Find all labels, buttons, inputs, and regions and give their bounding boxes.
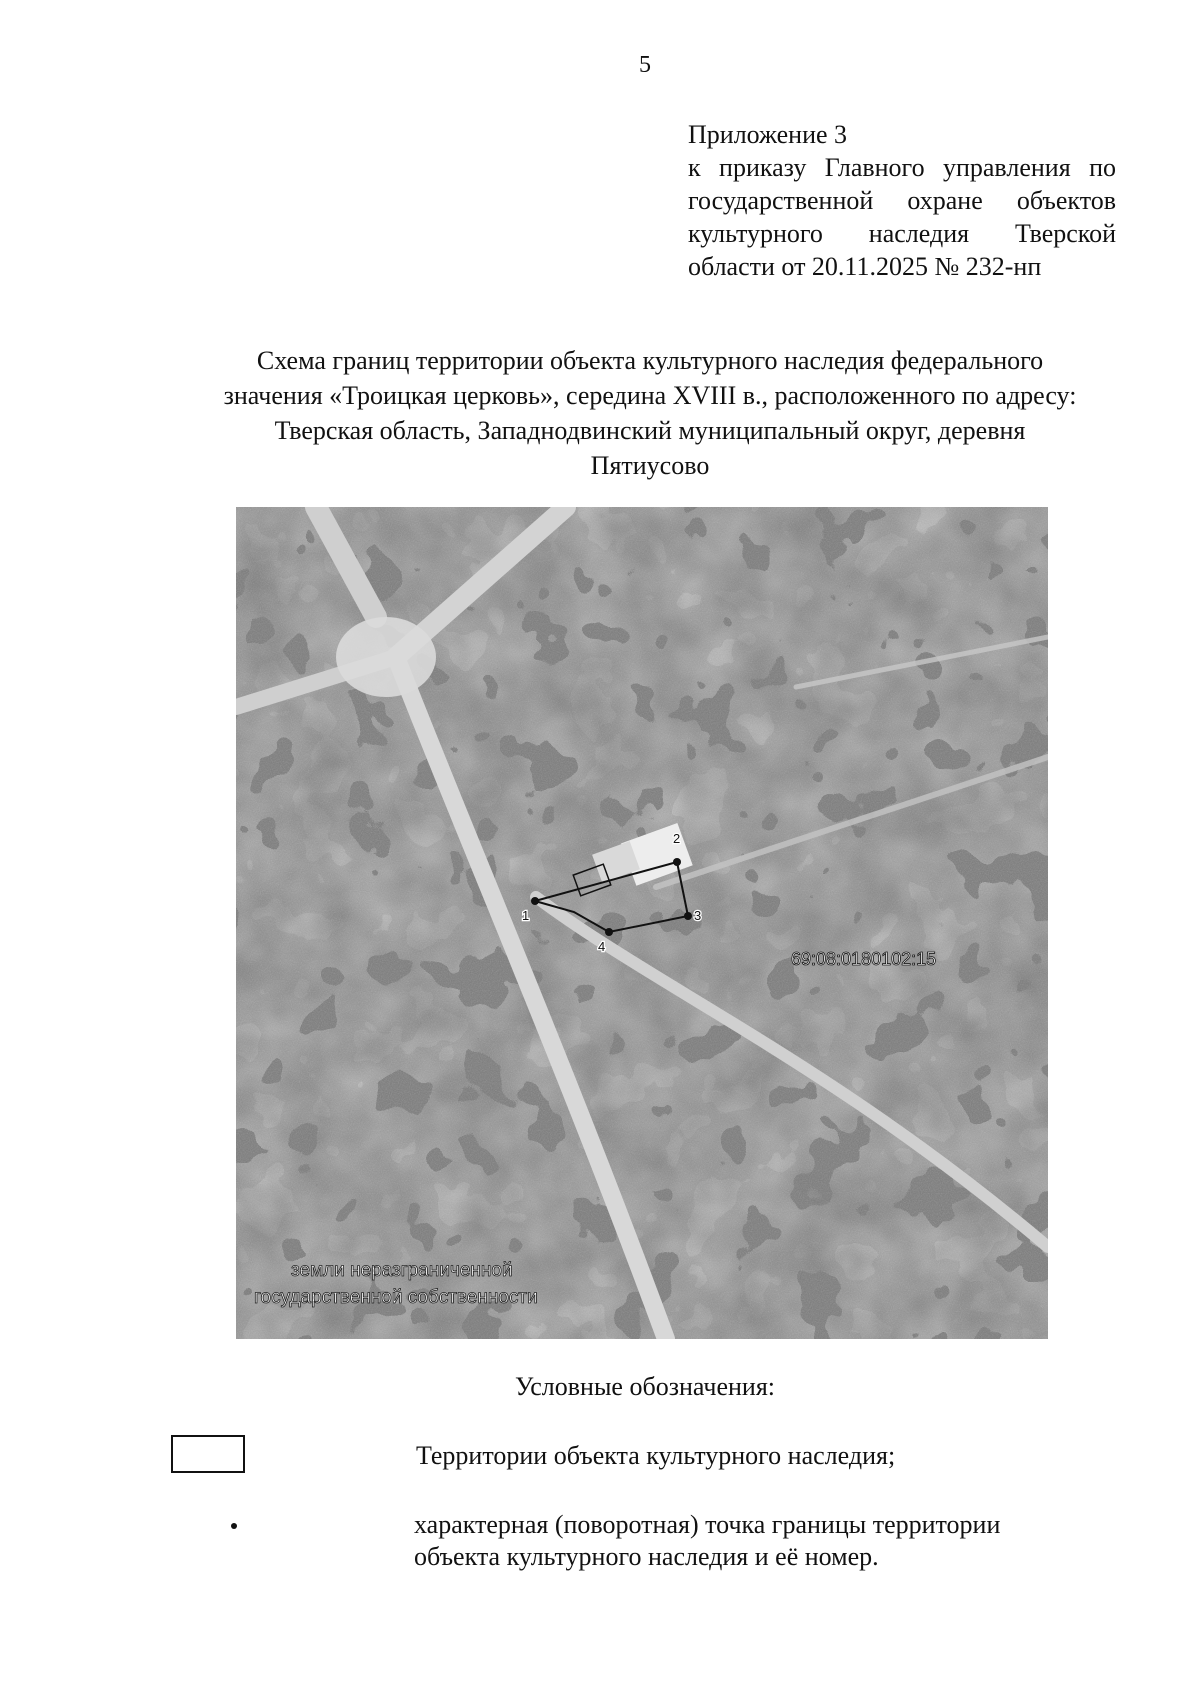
- page-number: 5: [639, 52, 651, 78]
- cadastral-number-label: 69:08:0180102:15: [791, 949, 937, 969]
- point-3: [684, 912, 692, 920]
- point-label-3: 3: [694, 908, 702, 923]
- legend-territory-text: Территории объекта культурного наследия;: [416, 1441, 896, 1470]
- territory-legend-symbol: [171, 1435, 245, 1473]
- satellite-map: [236, 507, 1048, 1339]
- point-2: [673, 858, 681, 866]
- appendix-block: [688, 118, 1116, 283]
- title-line: Схема границ территории объекта культурного наследия федерального: [256, 346, 1044, 375]
- point-4: [605, 928, 613, 936]
- legend-point-line: характерная (поворотная) точка границы территории: [414, 1510, 1001, 1539]
- appendix-line: области от 20.11.2025 № 232-нп: [688, 252, 1042, 281]
- point-label-4: 4: [598, 939, 606, 954]
- title-line: значения «Троицкая церковь», середина XVIII в., расположенного по адресу:: [223, 381, 1077, 410]
- crossroad: [336, 617, 436, 697]
- point-legend-symbol: [231, 1523, 237, 1529]
- point-1: [531, 897, 539, 905]
- appendix-line: Приложение 3: [688, 120, 848, 149]
- legend-point-line: объекта культурного наследия и её номер.: [414, 1542, 879, 1571]
- title-line: Тверская область, Западнодвинский муниципальный округ, деревня: [274, 416, 1026, 445]
- point-label-2: 2: [673, 831, 681, 846]
- title-line: Пятиусово: [590, 451, 710, 480]
- land-label-line1: земли неразграниченной: [291, 1260, 513, 1281]
- appendix-line: государственной охране объектов: [688, 186, 1116, 215]
- land-label-line2: государственной собственности: [254, 1287, 538, 1308]
- legend-title: Условные обозначения:: [514, 1372, 776, 1401]
- appendix-line: к приказу Главного управления по: [688, 153, 1116, 182]
- legend-point-text: [414, 1509, 1054, 1573]
- point-label-1: 1: [522, 908, 530, 923]
- appendix-line: культурного наследия Тверской: [688, 219, 1116, 248]
- scheme-title: [160, 343, 1140, 483]
